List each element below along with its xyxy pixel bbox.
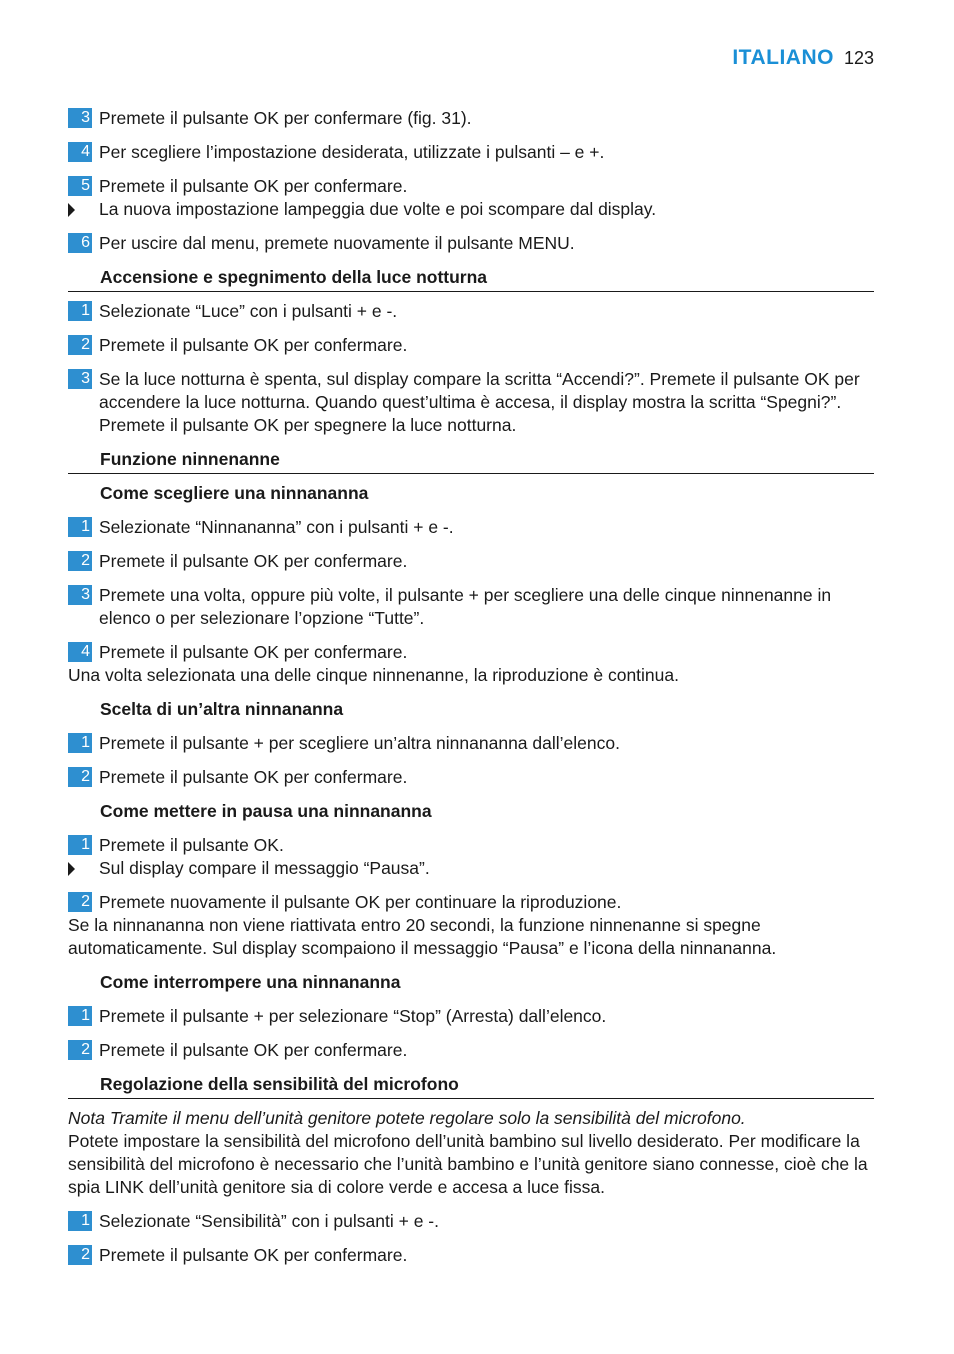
step-number: 1	[68, 517, 92, 537]
step-item	[68, 516, 874, 539]
section-divider	[68, 291, 874, 292]
step-text: Selezionate “Sensibilità” con i pulsanti + e -.	[99, 1211, 439, 1231]
step-text: Selezionate “Ninnananna” con i pulsanti + e -.	[99, 517, 454, 537]
step-number: 1	[68, 835, 92, 855]
section-heading: Funzione ninnenanne	[100, 449, 280, 469]
step-item	[68, 141, 874, 164]
step-text: Premete nuovamente il pulsante OK per continuare la riproduzione.	[99, 892, 622, 912]
step-number: 6	[68, 233, 92, 253]
step-number: 2	[68, 335, 92, 355]
subsection-heading: Come interrompere una ninnananna	[100, 972, 401, 992]
step-number: 5	[68, 176, 92, 196]
step-item	[68, 766, 874, 789]
step-item	[68, 550, 874, 573]
step-item	[68, 300, 874, 323]
step-item	[68, 1039, 874, 1062]
section-heading: Accensione e spegnimento della luce notturna	[100, 267, 488, 287]
step-text: Premete il pulsante OK per confermare.	[99, 335, 408, 355]
body-paragraph: Se la ninnananna non viene riattivata entro 20 secondi, la funzione ninnenanne si spegne automaticamente. Sul display scompaiono il messaggio “Pausa” e l’icona della ninnananna.	[68, 915, 777, 958]
section-divider	[68, 1098, 874, 1099]
step-text: Premete il pulsante + per selezionare “Stop” (Arresta) dall’elenco.	[99, 1006, 607, 1026]
language-label: ITALIANO	[732, 46, 834, 69]
step-number: 2	[68, 1245, 92, 1265]
subsection-heading: Scelta di un’altra ninnananna	[100, 699, 344, 719]
section-heading: Regolazione della sensibilità del microfono	[100, 1074, 459, 1094]
step-item	[68, 641, 874, 664]
step-number: 1	[68, 301, 92, 321]
step-number: 4	[68, 142, 92, 162]
step-item	[68, 584, 874, 630]
step-number: 1	[68, 733, 92, 753]
step-number: 3	[68, 369, 92, 389]
step-item	[68, 334, 874, 357]
step-text: Premete il pulsante OK per confermare.	[99, 1040, 408, 1060]
arrow-icon	[68, 203, 75, 217]
step-text: Premete il pulsante + per scegliere un’altra ninnananna dall’elenco.	[99, 733, 620, 753]
step-text: Premete il pulsante OK per confermare.	[99, 176, 408, 196]
step-number: 2	[68, 767, 92, 787]
step-text: Premete il pulsante OK per confermare.	[99, 551, 408, 571]
step-text: Premete il pulsante OK.	[99, 835, 284, 855]
result-bullet	[68, 857, 874, 880]
step-number: 1	[68, 1211, 92, 1231]
step-text: Se la luce notturna è spenta, sul display compare la scritta “Accendi?”. Premete il pulsante OK per accendere la luce notturna. Quando quest’ultima è accesa, il display mostra la scritta “Spegni?”. Premete il pulsante OK per spegnere la luce notturna.	[99, 369, 860, 435]
step-text: Premete il pulsante OK per confermare.	[99, 1245, 408, 1265]
subsection-heading: Come mettere in pausa una ninnananna	[100, 801, 432, 821]
step-number: 3	[68, 585, 92, 605]
step-number: 2	[68, 551, 92, 571]
body-paragraph: Una volta selezionata una delle cinque ninnenanne, la riproduzione è continua.	[68, 665, 679, 685]
body-paragraph: Potete impostare la sensibilità del microfono dell’unità bambino sul livello desiderato. Per modificare la sensibilità del microfono è necessario che l’unità bambino e l’unità genitore siano connesse, cioè che la spia LINK dell’unità genitore sia di colore verde e accesa a luce fissa.	[68, 1131, 868, 1197]
step-item	[68, 107, 874, 130]
bullet-text: La nuova impostazione lampeggia due volte e poi scompare dal display.	[99, 199, 657, 219]
result-bullet	[68, 198, 874, 221]
step-text: Premete il pulsante OK per confermare.	[99, 642, 408, 662]
step-number: 2	[68, 892, 92, 912]
page-header	[732, 46, 874, 70]
step-number: 1	[68, 1006, 92, 1026]
step-text: Selezionate “Luce” con i pulsanti + e -.	[99, 301, 398, 321]
bullet-text: Sul display compare il messaggio “Pausa”.	[99, 858, 430, 878]
step-number: 3	[68, 108, 92, 128]
note-text: Nota Tramite il menu dell’unità genitore potete regolare solo la sensibilità del microfono.	[68, 1108, 746, 1128]
step-text: Per uscire dal menu, premete nuovamente il pulsante MENU.	[99, 233, 575, 253]
subsection-heading: Come scegliere una ninnananna	[100, 483, 369, 503]
step-item	[68, 1244, 874, 1267]
step-item	[68, 1210, 874, 1233]
step-item	[68, 834, 874, 857]
page-number: 123	[843, 48, 874, 68]
arrow-icon	[68, 862, 75, 876]
step-item	[68, 232, 874, 255]
step-text: Per scegliere l’impostazione desiderata, utilizzate i pulsanti – e +.	[99, 142, 605, 162]
step-item	[68, 891, 874, 914]
step-number: 2	[68, 1040, 92, 1060]
step-text: Premete il pulsante OK per confermare.	[99, 767, 408, 787]
step-item	[68, 175, 874, 198]
step-text: Premete una volta, oppure più volte, il pulsante + per scegliere una delle cinque ninnenanne in elenco o per selezionare l’opzione “Tutte”.	[99, 585, 832, 628]
step-number: 4	[68, 642, 92, 662]
step-item	[68, 368, 874, 437]
step-item	[68, 732, 874, 755]
step-text: Premete il pulsante OK per confermare (fig. 31).	[99, 108, 472, 128]
step-item	[68, 1005, 874, 1028]
section-divider	[68, 473, 874, 474]
